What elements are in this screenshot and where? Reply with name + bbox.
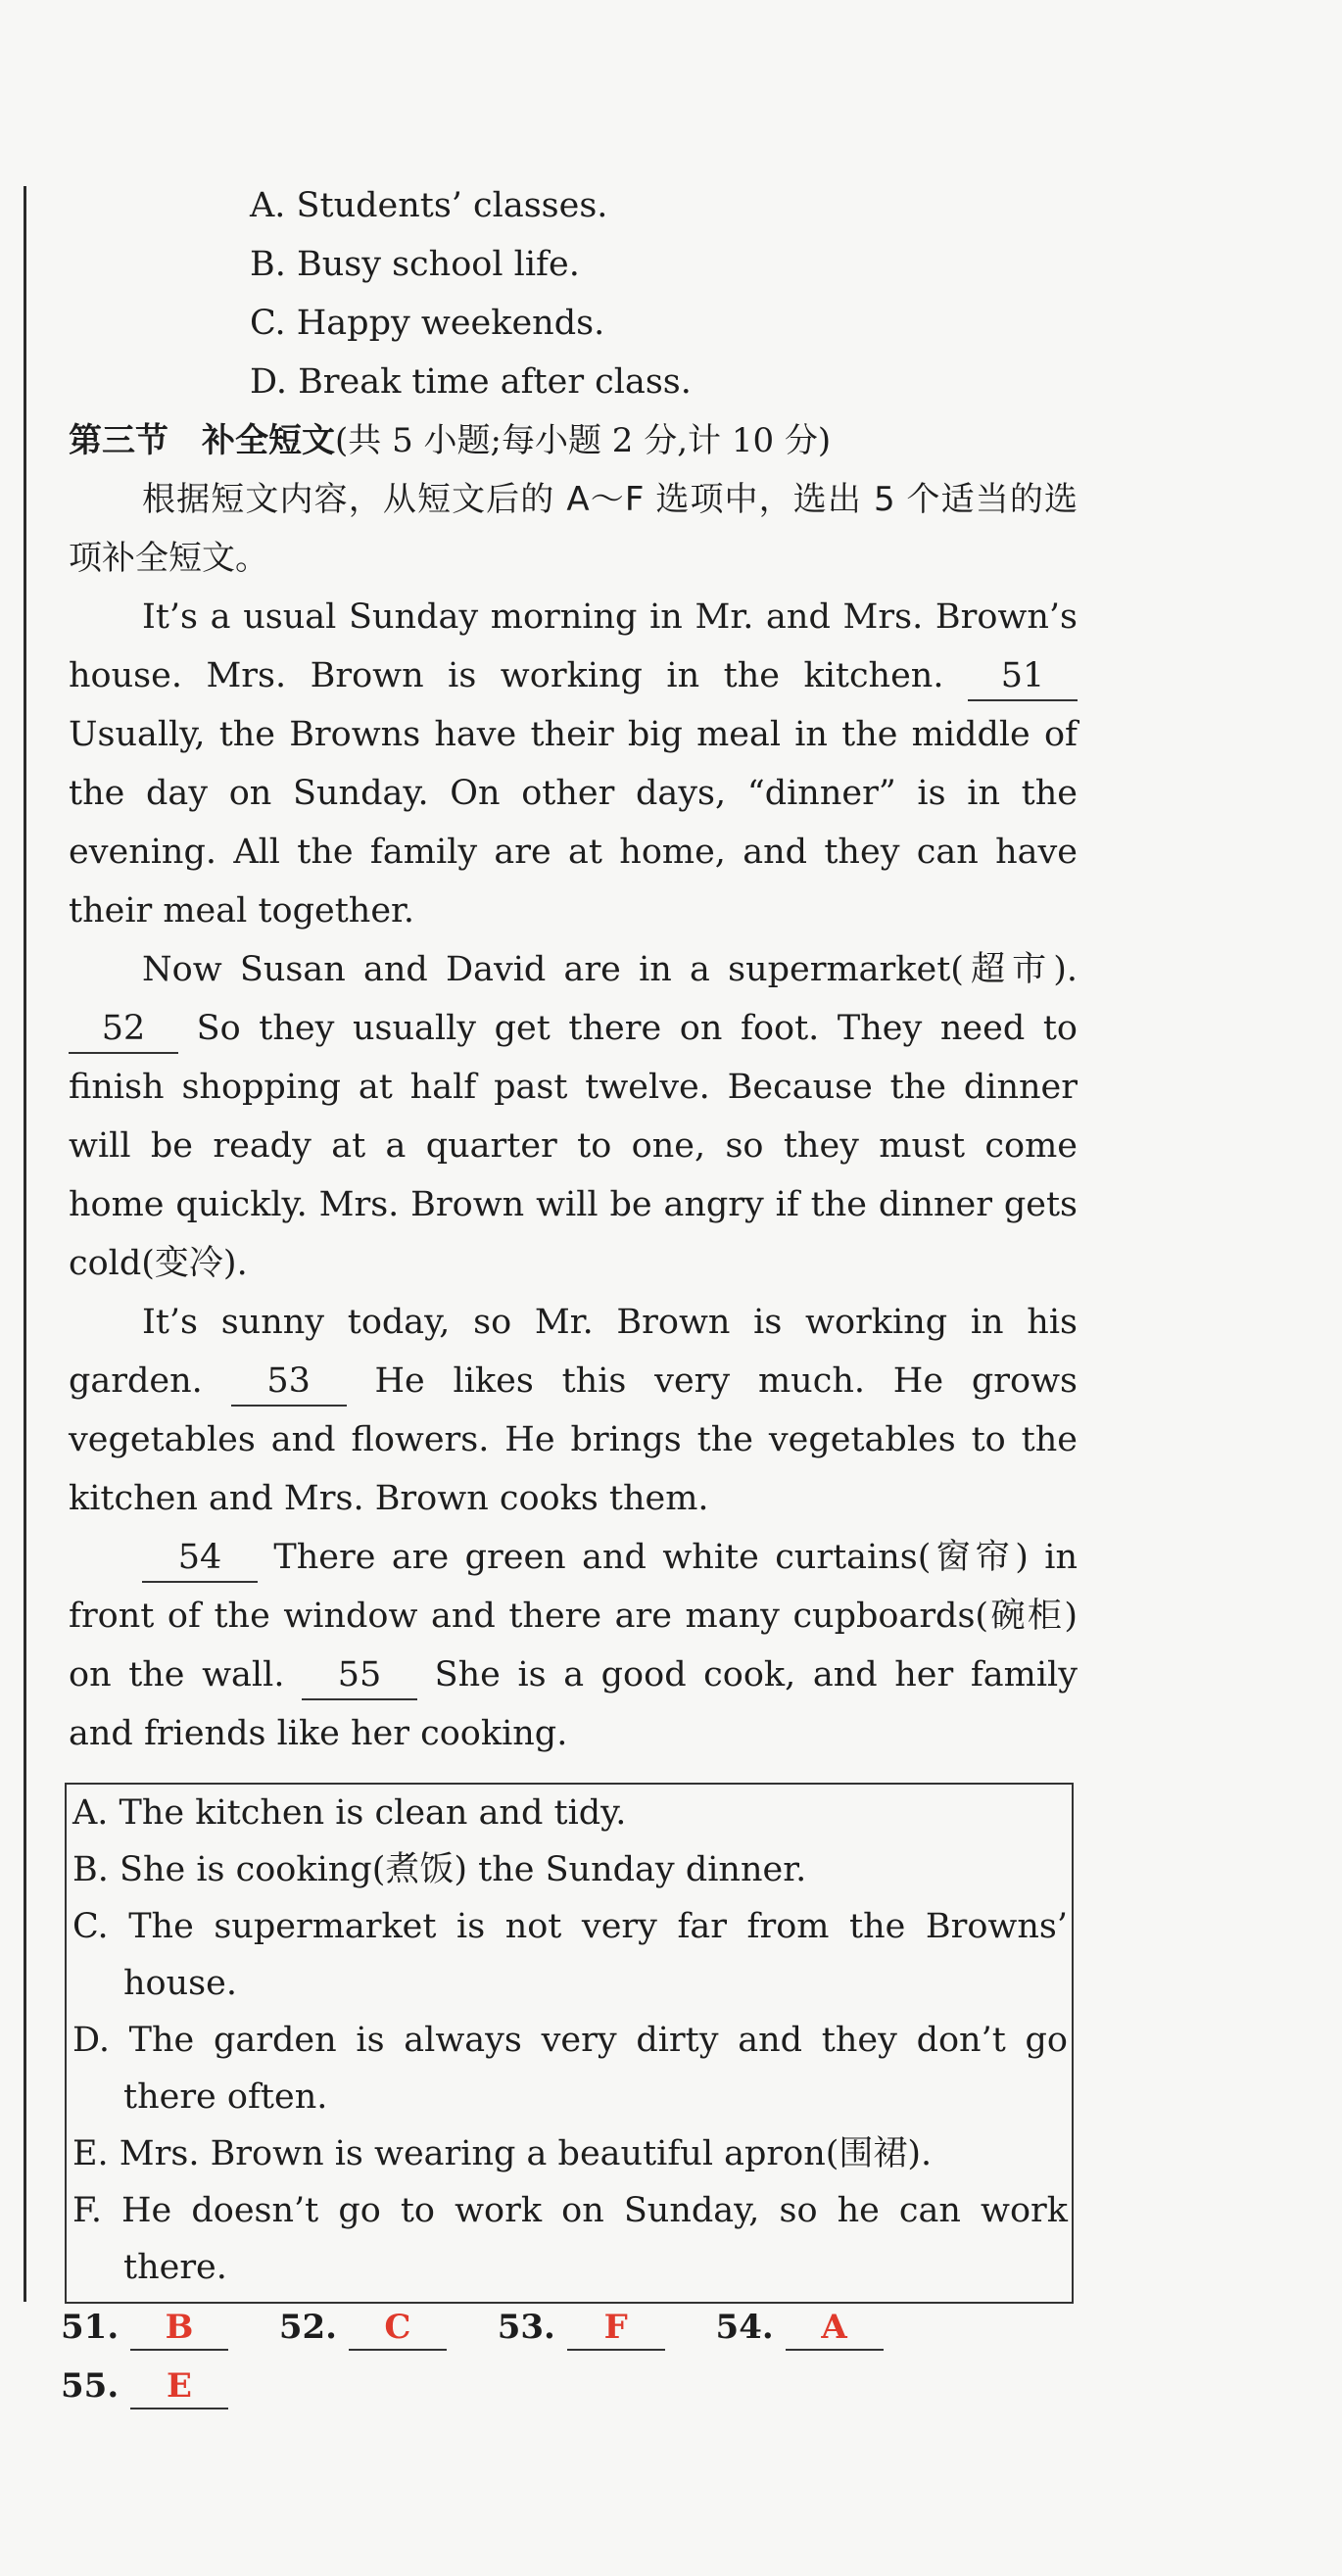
option-c: C. Happy weekends. (250, 304, 605, 343)
worksheet-page (69, 176, 1078, 2304)
option-a: A. Students’ classes. (250, 186, 608, 225)
blank-51: 51 (968, 652, 1078, 701)
box-option-d: D. The garden is always very dirty and they don’t go there often. (72, 2021, 1068, 2117)
p1-text-a: It’s a usual Sunday morning in Mr. and Mrs. Brown’s house. Mrs. Brown is working in the kitchen. (69, 597, 1078, 695)
blank-52: 52 (69, 1005, 178, 1054)
paragraph-1 (69, 588, 1078, 940)
option-b: B. Busy school life. (250, 245, 580, 284)
answer-51 (61, 2298, 228, 2357)
box-option-b: B. She is cooking(煮饭) the Sunday dinner. (72, 1850, 807, 1889)
answer-number: 55. (61, 2366, 120, 2406)
previous-question-options (69, 176, 1078, 411)
p2-text-a: Now Susan and David are in a supermarket(超市). (142, 950, 1078, 989)
section-instruction: 根据短文内容，从短文后的 A～F 选项中，选出 5 个适当的选项补全短文。 (69, 480, 1078, 578)
answer-row (61, 2298, 1079, 2415)
p4-text-b: She is a good cook, and her family and friends like her cooking. (69, 1655, 1078, 1753)
answer-number: 54. (715, 2308, 774, 2347)
answer-value: C (349, 2306, 447, 2351)
blank-54: 54 (142, 1534, 258, 1583)
margin-rule (24, 186, 26, 2302)
option-d: D. Break time after class. (250, 362, 692, 402)
section-heading (69, 411, 1078, 470)
answer-value: B (130, 2306, 228, 2351)
answer-number: 53. (497, 2308, 555, 2347)
paragraph-3 (69, 1293, 1078, 1528)
box-option-c: C. The supermarket is not very far from the Browns’ house. (72, 1907, 1068, 2003)
answer-number: 52. (278, 2308, 337, 2347)
answer-52 (279, 2298, 447, 2357)
answer-value: E (130, 2364, 228, 2409)
box-option-f: F. He doesn’t go to work on Sunday, so he can work there. (72, 2191, 1068, 2287)
paragraph-4 (69, 1528, 1078, 1763)
section-note: (共 5 小题;每小题 2 分,计 10 分) (335, 421, 832, 460)
answer-54 (716, 2298, 884, 2357)
paragraph-2 (69, 940, 1078, 1293)
box-option-a: A. The kitchen is clean and tidy. (72, 1793, 627, 1833)
answer-value: F (567, 2306, 665, 2351)
p3-text-b: He likes this very much. He grows vegetables and flowers. He brings the vegetables to the kitchen and Mrs. Brown cooks them. (69, 1361, 1078, 1518)
answer-53 (498, 2298, 665, 2357)
p2-text-b: So they usually get there on foot. They need to finish shopping at half past twelve. Because the dinner will be ready at a quarter to one, so they must come home quickly. Mrs. Brown will be angry if the dinner gets cold(变冷). (69, 1009, 1078, 1283)
answer-number: 51. (61, 2308, 120, 2347)
section-title: 第三节 补全短文 (69, 421, 335, 460)
answer-55 (61, 2357, 228, 2415)
box-option-e: E. Mrs. Brown is wearing a beautiful apron(围裙). (72, 2134, 933, 2173)
p4-text-a: There are green and white curtains(窗帘) in front of the window and there are many cupboards(碗柜) on the wall. (69, 1538, 1078, 1694)
blank-53: 53 (231, 1358, 347, 1407)
blank-55: 55 (302, 1651, 417, 1700)
p3-text-a: It’s sunny today, so Mr. Brown is working in his garden. (69, 1303, 1078, 1401)
answer-value: A (786, 2306, 884, 2351)
options-box (65, 1783, 1074, 2304)
p1-text-b: Usually, the Browns have their big meal in the middle of the day on Sunday. On other days, “dinner” is in the evening. All the family are at home, and they can have their meal together. (69, 715, 1078, 930)
